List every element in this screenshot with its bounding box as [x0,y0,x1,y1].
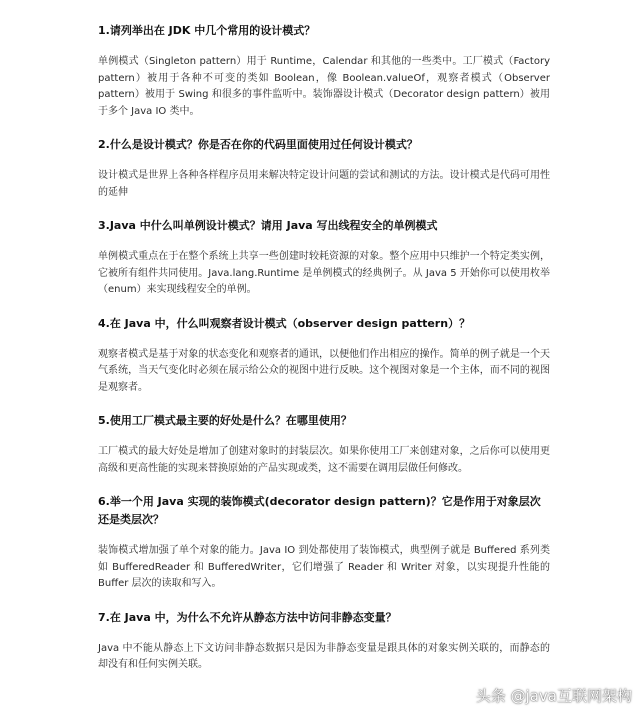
answer-2: 设计模式是世界上各种各样程序员用来解决特定设计问题的尝试和测试的方法。设计模式是代码可用性的延伸 [98,170,550,198]
question-3: 3.Java 中什么叫单例设计模式？请用 Java 写出线程安全的单例模式 [98,219,438,232]
question-2: 2.什么是设计模式？你是否在你的代码里面使用过任何设计模式？ [98,138,418,151]
question-4: 4.在 Java 中，什么叫观察者设计模式（observer design pattern）？ [98,316,471,330]
question-1: 1.请列举出在 JDK 中几个常用的设计模式？ [98,24,316,37]
watermark-text: 头条 @java互联网架构 [475,687,632,705]
answer-3: 单例模式重点在于在整个系统上共享一些创建时较耗资源的对象。整个应用中只维护一个特定类实例，它被所有组件共同使用。Java.lang.Runtime 是单例模式的经典例子。从 Java 5 开始你可以使用枚举（enum）来实现线程安全的单例。 [98,251,550,295]
answer-4: 观察者模式是基于对象的状态变化和观察者的通讯，以便他们作出相应的操作。简单的例子就是一个天气系统，当天气变化时必须在展示给公众的视图中进行反映。这个视图对象是一个主体，而不同的视图是观察者。 [98,348,550,393]
answer-1: 单例模式（Singleton pattern）用于 Runtime，Calendar 和其他的一些类中。工厂模式（Factory pattern）被用于各种不可变的类如 Boolean，像 Boolean.valueOf，观察者模式（Observer pattern）被用于 Swing 和很多的事件监听中。装饰器设计模式（Decorator design pattern）被用于多个 Java IO 类中。 [98,56,550,117]
question-7: 7.在 Java 中，为什么不允许从静态方法中访问非静态变量？ [98,610,397,624]
answer-7: Java 中不能从静态上下文访问非静态数据只是因为非静态变量是跟具体的对象实例关联的，而静态的却没有和任何实例关联。 [98,642,550,670]
answer-6: 装饰模式增加强了单个对象的能力。Java IO 到处都使用了装饰模式，典型例子就是 Buffered 系列类如 BufferedReader 和 BufferedWriter，它们增强了 Reader 和 Writer 对象，以实现提升性能的 Buffer 层次的读取和写入。 [98,545,550,589]
answer-5: 工厂模式的最大好处是增加了创建对象时的封装层次。如果你使用工厂来创建对象，之后你可以使用更高级和更高性能的实现来替换原始的产品实现或类，这不需要在调用层做任何修改。 [98,446,550,474]
question-6: 6.举一个用 Java 实现的装饰模式(decorator design pattern)？它是作用于对象层次还是类层次？ [98,495,541,526]
question-5: 5.使用工厂模式最主要的好处是什么？在哪里使用？ [98,414,352,427]
document-body [98,22,550,674]
